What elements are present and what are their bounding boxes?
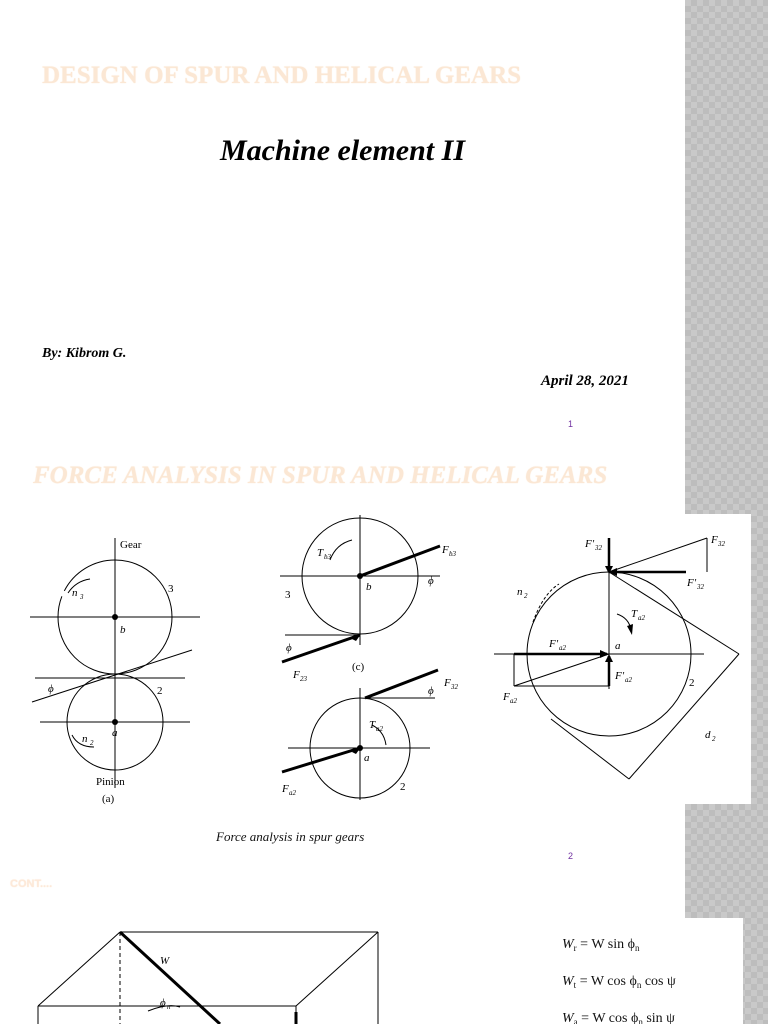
- phin-label: ϕ: [160, 997, 166, 1009]
- phi-label: ϕ: [48, 683, 54, 695]
- equation-wa-rhs: = W cos ϕ: [577, 1011, 639, 1024]
- equation-wa-lhs: W: [562, 1011, 574, 1024]
- d2-subscript: 2: [712, 735, 716, 743]
- slide-subtitle: Machine element II: [220, 134, 465, 167]
- pinion-label: Pinion: [96, 776, 125, 788]
- point-b-label: b: [120, 624, 126, 636]
- fta2-label: F′: [549, 638, 559, 650]
- f23-label: F: [293, 669, 300, 681]
- fta2-subscript: a2: [559, 644, 566, 652]
- n3-subscript: 3: [80, 593, 84, 601]
- d2-label: d: [705, 729, 711, 741]
- ta2-subscript: a2: [638, 614, 645, 622]
- fb3-subscript: b3: [449, 550, 456, 558]
- equation-wr-lhs-sub: r: [573, 943, 577, 953]
- equation-wt-lhs: W: [562, 974, 574, 989]
- pinion-number: 2: [400, 781, 406, 793]
- slide-title: FORCE ANALYSIS IN SPUR AND HELICAL GEARS: [33, 462, 608, 489]
- helical-force-box-figure: [30, 926, 390, 1024]
- phin-subscript: n: [167, 1003, 171, 1011]
- f32-label: F: [444, 677, 451, 689]
- equation-wt-rhs: = W cos ϕ: [576, 974, 637, 989]
- phi-label: ϕ: [428, 575, 434, 587]
- svg-text:Wr = W sin ϕn: [562, 937, 640, 953]
- point-a-label: a: [364, 752, 370, 764]
- point-a-label: a: [615, 640, 621, 652]
- slide-1: [0, 0, 685, 440]
- side-strip: [685, 0, 768, 1024]
- point-a-label: a: [112, 727, 118, 739]
- gear-number: 3: [168, 583, 174, 595]
- equation-wt-lhs-sub: t: [573, 980, 577, 990]
- fa2-label: F: [503, 691, 510, 703]
- fa2-label: F: [282, 783, 289, 795]
- pinion-number: 2: [689, 677, 695, 689]
- svg-text:Wt = W cos ϕn cos ψ: [562, 974, 676, 990]
- ta2-subscript: a2: [376, 725, 383, 733]
- equation-wr-lhs: W: [562, 937, 574, 952]
- equation-wa-lhs-sub: a: [573, 1017, 578, 1024]
- gear-label: Gear: [120, 539, 142, 551]
- figure-part-c: (c): [352, 661, 365, 673]
- f23-subscript: 23: [300, 675, 307, 683]
- ta2-label: T: [631, 608, 638, 620]
- equation-wr-rhs-sub: n: [634, 943, 640, 953]
- tb3-subscript: b3: [324, 553, 331, 561]
- ta2-label: T: [369, 719, 376, 731]
- n2-subscript: 2: [90, 739, 94, 747]
- f32-radial-label: F′: [687, 577, 697, 589]
- n2-label: n: [517, 586, 523, 598]
- f32-tangential-subscript: 32: [595, 544, 602, 552]
- point-b-label: b: [366, 581, 372, 593]
- gear-number: 3: [285, 589, 291, 601]
- pinion-number: 2: [157, 685, 163, 697]
- author-line: By: Kibrom G.: [42, 346, 127, 361]
- equation-wt-tail: cos ψ: [641, 974, 676, 989]
- w-label: W: [160, 955, 170, 967]
- n2-subscript: 2: [524, 592, 528, 600]
- tb3-label: T: [317, 547, 324, 559]
- fa2-subscript: a2: [510, 697, 517, 705]
- f32-subscript: 32: [718, 540, 725, 548]
- f32-radial-subscript: 32: [697, 583, 704, 591]
- helical-force-equations: [540, 918, 743, 1024]
- phi-label: ϕ: [286, 642, 292, 654]
- fb3-label: F: [442, 544, 449, 556]
- n3-label: n: [72, 587, 78, 599]
- equation-wt-rhs-sub: n: [636, 980, 642, 990]
- phi-label: ϕ: [428, 685, 434, 697]
- figure-part-a: (a): [102, 793, 115, 805]
- spur-gear-force-figure: [20, 510, 490, 810]
- equation-wr-rhs: = W sin ϕ: [576, 937, 635, 952]
- f32-label: F: [711, 534, 718, 546]
- n2-label: n: [82, 733, 88, 745]
- page-number: 1: [568, 419, 574, 429]
- date-line: April 28, 2021: [541, 373, 629, 389]
- figure-caption: Force analysis in spur gears: [216, 829, 365, 844]
- page-number: 2: [568, 851, 574, 861]
- slide-title: DESIGN OF SPUR AND HELICAL GEARS: [42, 62, 522, 89]
- f32-tangential-label: F′: [585, 538, 595, 550]
- svg-text:Wa = W cos ϕn sin ψ: [562, 1011, 675, 1024]
- slide-title: CONT....: [10, 878, 53, 890]
- fra2-label: F′: [615, 670, 625, 682]
- fra2-subscript: a2: [625, 676, 632, 684]
- pinion-force-components-figure: [489, 514, 751, 804]
- equation-wa-tail: sin ψ: [642, 1011, 675, 1024]
- fa2-subscript: a2: [289, 789, 296, 797]
- equation-wa-rhs-sub: n: [638, 1017, 643, 1024]
- f32-subscript: 32: [451, 683, 458, 691]
